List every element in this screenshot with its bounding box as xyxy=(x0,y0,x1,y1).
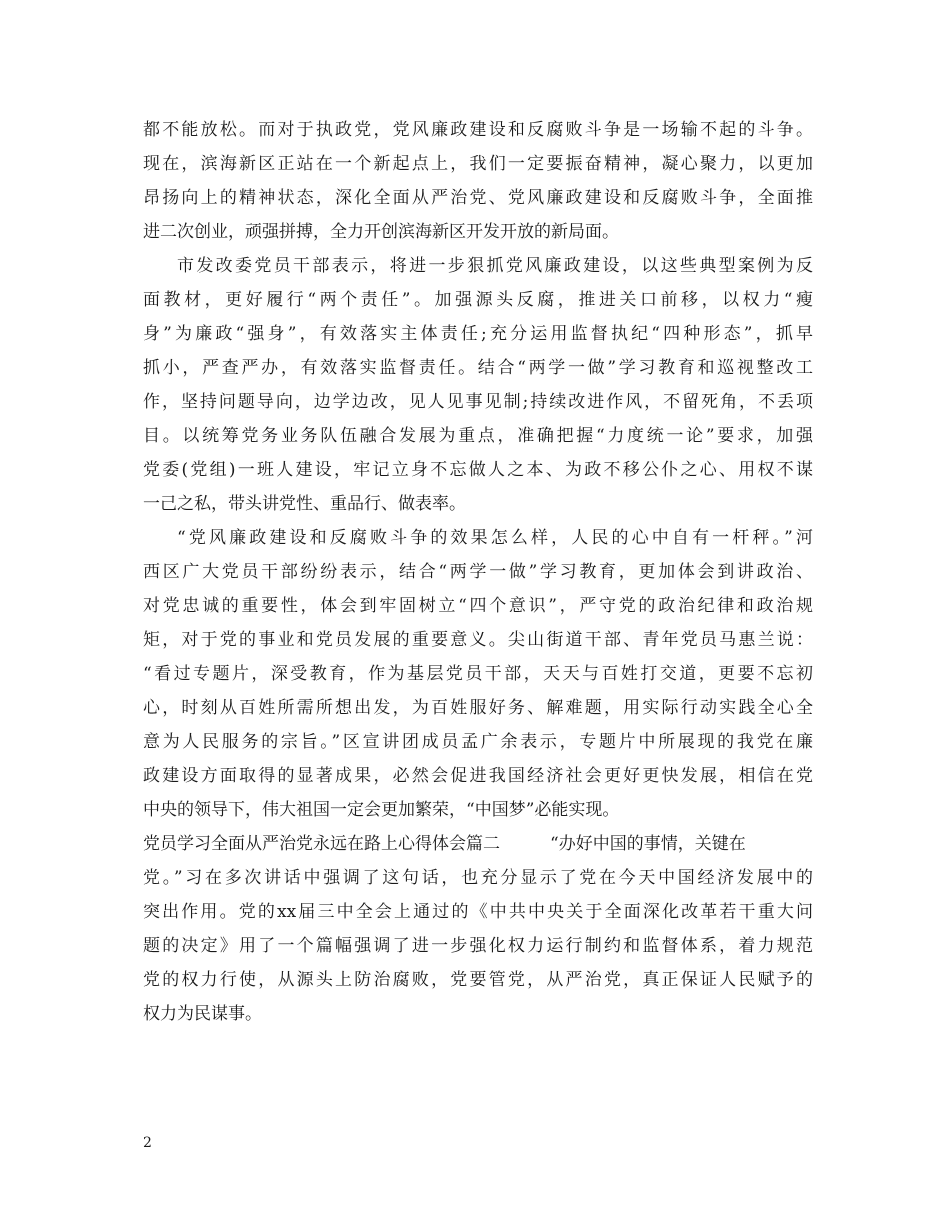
page-number: 2 xyxy=(143,1135,152,1151)
text-line: 身”为廉政“强身”，有效落实主体责任;充分运用监督执纪“四种形态”，抓早 xyxy=(143,324,813,344)
text-line: 一己之私，带头讲党性、重品行、做表率。 xyxy=(143,494,466,514)
text-line: 西区广大党员干部纷纷表示，结合“两学一做”学习教育，更加体会到讲政治、 xyxy=(143,562,813,582)
text-line: 面教材，更好履行“两个责任”。加强源头反腐，推进关口前移，以权力“瘦 xyxy=(143,290,813,310)
text-line: 进二次创业，顽强拼搏，全力开创滨海新区开发开放的新局面。 xyxy=(143,222,619,242)
section-heading-line xyxy=(143,827,813,861)
text-line: 对党忠诚的重要性，体会到牢固树立“四个意识”，严守党的政治纪律和政治规 xyxy=(143,596,813,616)
text-line: 昂扬向上的精神状态，深化全面从严治党、党风廉政建设和反腐败斗争，全面推 xyxy=(143,188,813,208)
text-line: 市发改委党员干部表示，将进一步狠抓党风廉政建设，以这些典型案例为反 xyxy=(177,256,813,276)
text-line: 党的权力行使，从源头上防治腐败，党要管党，从严治党，真正保证人民赋予的 xyxy=(143,970,813,990)
text-line: 党委(党组)一班人建设，牢记立身不忘做人之本、为政不移公仆之心、用权不谋 xyxy=(143,460,813,480)
text-line: 党。”习在多次讲话中强调了这句话，也充分显示了党在今天中国经济发展中的 xyxy=(143,868,813,888)
body-text xyxy=(143,113,813,1031)
text-line: 权力为民谋事。 xyxy=(143,1004,262,1024)
text-line: 意为人民服务的宗旨。”区宣讲团成员孟广余表示，专题片中所展现的我党在廉 xyxy=(143,732,813,752)
paragraph-1 xyxy=(143,113,813,249)
text-line: 中央的领导下，伟大祖国一定会更加繁荣，“中国梦”必能实现。 xyxy=(143,800,620,820)
text-line: 政建设方面取得的显著成果，必然会促进我国经济社会更好更快发展，相信在党 xyxy=(143,766,813,786)
text-line: 作，坚持问题导向，边学边改，见人见事见制;持续改进作风，不留死角，不丢项 xyxy=(143,392,813,412)
text-line: 题的决定》用了一个篇幅强调了进一步强化权力运行制约和监督体系，着力规范 xyxy=(143,936,813,956)
text-line: 现在，滨海新区正站在一个新起点上，我们一定要振奋精神，凝心聚力，以更加 xyxy=(143,154,813,174)
text-line: “党风廉政建设和反腐败斗争的效果怎么样，人民的心中自有一杆秤。”河 xyxy=(177,528,813,548)
section-two xyxy=(143,827,813,1031)
section-first-line: “办好中国的事情，关键在 xyxy=(550,834,746,854)
text-line: 都不能放松。而对于执政党，党风廉政建设和反腐败斗争是一场输不起的斗争。 xyxy=(143,120,813,140)
text-line: 矩，对于党的事业和党员发展的重要意义。尖山街道干部、青年党员马惠兰说： xyxy=(143,630,813,650)
section-heading: 党员学习全面从严治党永远在路上心得体会篇二 xyxy=(143,834,500,854)
paragraph-3 xyxy=(143,521,813,827)
text-line: 目。以统筹党务业务队伍融合发展为重点，准确把握“力度统一论”要求，加强 xyxy=(143,426,813,446)
text-line: “看过专题片，深受教育，作为基层党员干部，天天与百姓打交道，更要不忘初 xyxy=(143,664,813,684)
text-line: 心，时刻从百姓所需所想出发，为百姓服好务、解难题，用实际行动实践全心全 xyxy=(143,698,813,718)
text-line: 抓小，严查严办，有效落实监督责任。结合“两学一做”学习教育和巡视整改工 xyxy=(143,358,813,378)
paragraph-2 xyxy=(143,249,813,521)
text-line: 突出作用。党的xx届三中全会上通过的《中共中央关于全面深化改革若干重大问 xyxy=(143,902,813,922)
